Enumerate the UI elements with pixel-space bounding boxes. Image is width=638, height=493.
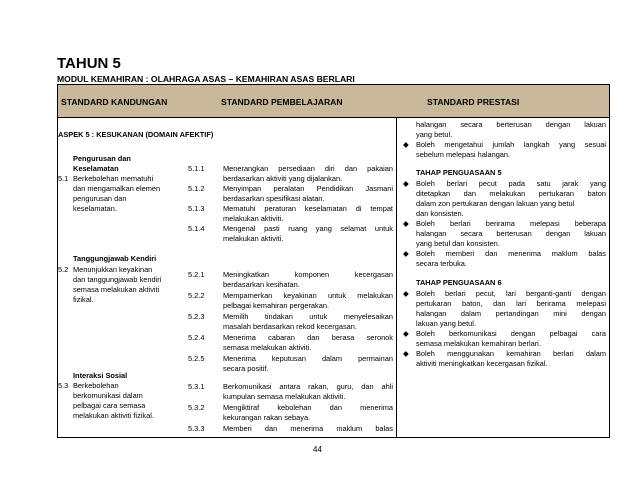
pembelajaran-number: 5.3.3 <box>188 424 205 433</box>
pembelajaran-line: semasa melakukan aktiviti. <box>223 343 312 352</box>
standards-table <box>57 118 610 438</box>
pembelajaran-number: 5.1.1 <box>188 164 205 173</box>
module-subtitle: MODUL KEMAHIRAN : OLAHRAGA ASAS – KEMAHIRAN ASAS BERLARI <box>57 74 355 84</box>
prestasi-line: semasa melakukan kemahiran berlari. <box>416 339 541 348</box>
prestasi-line: Boleh berlari pecut, lari berganti-ganti dengan <box>416 289 606 298</box>
pembelajaran-line: melakukan aktiviti. <box>223 214 284 223</box>
prestasi-line: halangan dalam pertandingan mini dengan <box>416 309 606 318</box>
prestasi-line: Boleh menggunakan kemahiran berlari dalam <box>416 349 606 358</box>
kandungan-line: Berkebolehan mematuhi <box>73 174 154 183</box>
aspect-heading: ASPEK 5 : KESUKANAN (DOMAIN AFEKTIF) <box>58 130 214 139</box>
kandungan-line: Menunjukkan keyakinan <box>73 265 153 274</box>
prestasi-line: aktiviti meningkatkan kecergasan fizikal. <box>416 359 548 368</box>
prestasi-line: halangan secara berterusan dengan lakuan <box>416 120 606 129</box>
kandungan-line: fizikal. <box>73 295 94 304</box>
bullet-icon: ◆ <box>403 140 409 149</box>
pembelajaran-number: 5.2.5 <box>188 354 205 363</box>
pembelajaran-line: melakukan aktiviti. <box>223 234 284 243</box>
prestasi-line: Boleh berlari pecut pada satu jarak yang <box>416 179 606 188</box>
prestasi-line: secara terbuka. <box>416 259 467 268</box>
pembelajaran-number: 5.2.3 <box>188 312 205 321</box>
pembelajaran-line: Menerangkan persediaan diri dan pakaian <box>223 164 393 173</box>
kandungan-heading: Pengurusan dan <box>73 154 131 163</box>
pembelajaran-number: 5.3.1 <box>188 382 205 391</box>
bullet-icon: ◆ <box>403 289 409 298</box>
kandungan-heading: Keselamatan <box>73 164 119 173</box>
bullet-icon: ◆ <box>403 349 409 358</box>
prestasi-line: sebelum melepasi halangan. <box>416 150 511 159</box>
pembelajaran-number: 5.2.4 <box>188 333 205 342</box>
prestasi-line: dan konsisten. <box>416 209 464 218</box>
pembelajaran-number: 5.1.2 <box>188 184 205 193</box>
prestasi-line: Boleh berlari berirama melepasi beberapa <box>416 219 606 228</box>
column-divider <box>396 118 397 437</box>
kandungan-line: semasa melakukan aktiviti <box>73 285 160 294</box>
pembelajaran-number: 5.2.1 <box>188 270 205 279</box>
prestasi-line: Boleh mengetahui jumlah langkah yang sesuai <box>416 140 606 149</box>
pembelajaran-number: 5.1.3 <box>188 204 205 213</box>
page-number: 44 <box>313 445 322 454</box>
pembelajaran-line: Mengiktiraf kebolehan dan menerima <box>223 403 393 412</box>
pembelajaran-line: Mematuhi peraturan keselamatan di tempat <box>223 204 393 213</box>
pembelajaran-line: berdasarkan aktiviti yang dijalankan. <box>223 174 343 183</box>
tahap6-title: TAHAP PENGUASAAN 6 <box>416 278 502 287</box>
pembelajaran-number: 5.1.4 <box>188 224 205 233</box>
prestasi-line: yang betul dan konsisten. <box>416 239 500 248</box>
bullet-icon: ◆ <box>403 219 409 228</box>
prestasi-line: pertukaran baton, dan lari berirama melepasi <box>416 299 606 308</box>
kandungan-line: melakukan aktiviti fizikal. <box>73 411 154 420</box>
kandungan-line: keselamatan. <box>73 204 117 213</box>
prestasi-line: lakuan yang betul. <box>416 319 476 328</box>
kandungan-number: 5.1 <box>58 174 69 183</box>
pembelajaran-line: Mengenal pasti ruang yang selamat untuk <box>223 224 393 233</box>
kandungan-line: berkomunikasi dalam <box>73 391 143 400</box>
pembelajaran-line: Menerima keputusan dalam permainan <box>223 354 393 363</box>
pembelajaran-line: kumpulan semasa melakukan aktiviti. <box>223 392 346 401</box>
pembelajaran-line: Menyimpan peralatan Pendidikan Jasmani <box>223 184 393 193</box>
pembelajaran-line: berdasarkan spesifikasi alatan. <box>223 194 325 203</box>
pembelajaran-line: secara positif. <box>223 364 269 373</box>
pembelajaran-line: Berkomunikasi antara rakan, guru, dan ahli <box>223 382 393 391</box>
kandungan-line: pengurusan dan <box>73 194 127 203</box>
header-standard-kandungan: STANDARD KANDUNGAN <box>61 97 168 107</box>
prestasi-line: Boleh memberi dan menerima maklum balas <box>416 249 606 258</box>
page-title: TAHUN 5 <box>57 55 121 72</box>
pembelajaran-line: kekurangan rakan sebaya. <box>223 413 311 422</box>
kandungan-number: 5.2 <box>58 265 69 274</box>
pembelajaran-line: Memberi dan menerima maklum balas <box>223 424 393 433</box>
prestasi-line: ditetapkan dan melakukan pertukaran baton <box>416 189 606 198</box>
pembelajaran-number: 5.3.2 <box>188 403 205 412</box>
pembelajaran-line: masalah berdasarkan rekod kecergasan. <box>223 322 357 331</box>
bullet-icon: ◆ <box>403 249 409 258</box>
kandungan-number: 5.3 <box>58 381 69 390</box>
pembelajaran-line: pelbagai kemahiran pergerakan. <box>223 301 330 310</box>
kandungan-line: Berkebolehan <box>73 381 119 390</box>
prestasi-line: Boleh berkomunikasi dengan pelbagai cara <box>416 329 606 338</box>
pembelajaran-number: 5.2.2 <box>188 291 205 300</box>
kandungan-heading: Interaksi Sosial <box>73 371 128 380</box>
kandungan-line: dan tanggungjawab kendiri <box>73 275 162 284</box>
table-header <box>57 84 610 118</box>
bullet-icon: ◆ <box>403 329 409 338</box>
pembelajaran-line: berdasarkan kesihatan. <box>223 280 300 289</box>
prestasi-line: halangan secara berterusan dengan lakuan <box>416 229 606 238</box>
header-standard-prestasi: STANDARD PRESTASI <box>427 97 520 107</box>
prestasi-line: dalam zon pertukaran dengan lakuan yang betul <box>416 199 575 208</box>
pembelajaran-line: Meningkatkan komponen kecergasan <box>223 270 393 279</box>
header-standard-pembelajaran: STANDARD PEMBELAJARAN <box>221 97 343 107</box>
kandungan-heading: Tanggungjawab Kendiri <box>73 254 157 263</box>
bullet-icon: ◆ <box>403 179 409 188</box>
kandungan-line: dan mengamalkan elemen <box>73 184 161 193</box>
prestasi-line: yang betul. <box>416 130 453 139</box>
tahap5-title: TAHAP PENGUASAAN 5 <box>416 168 502 177</box>
pembelajaran-line: Mempamerkan keyakinan untuk melakukan <box>223 291 393 300</box>
pembelajaran-line: Memilih tindakan untuk menyelesaikan <box>223 312 393 321</box>
kandungan-line: pelbagai cara semasa <box>73 401 146 410</box>
pembelajaran-line: Menerima cabaran dan berasa seronok <box>223 333 393 342</box>
